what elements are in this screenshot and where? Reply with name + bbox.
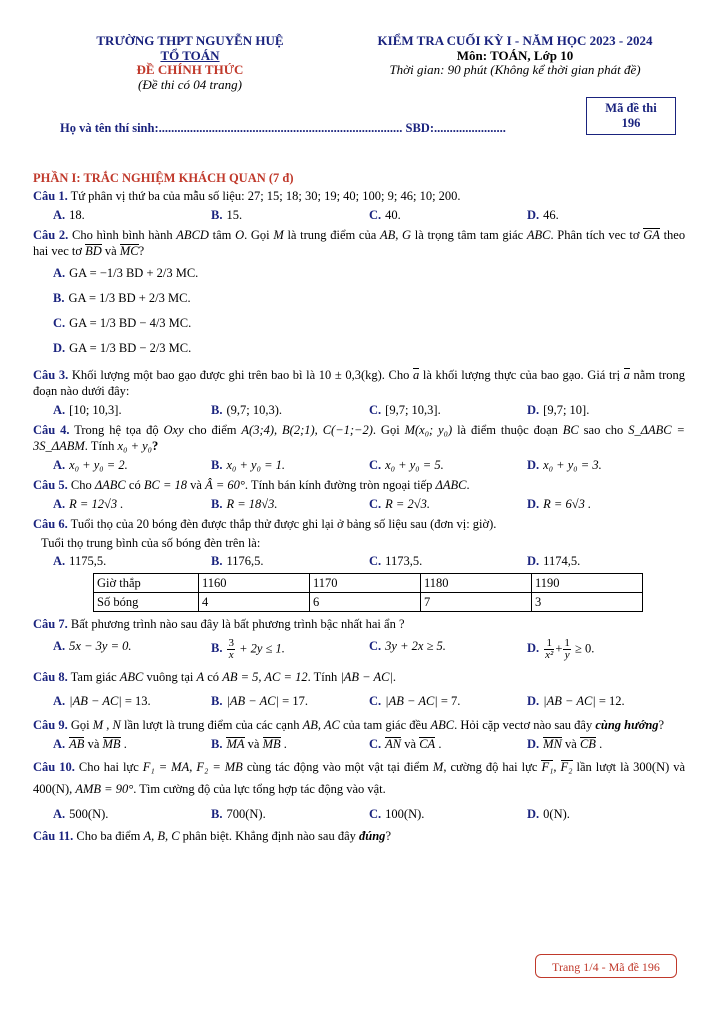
header-right — [345, 34, 685, 78]
page-footer: Trang 1/4 - Mã đề 196 — [535, 954, 677, 978]
question-10: Câu 10. Cho hai lực F₁ = MA, F₂ = MB cùng tác động vào một vật tại điểm M, cường độ hai lực F₁, F₂ lần lượt là 300(N) và 400(N), AMB = 90°. Tìm cường độ của lực tổng hợp tác động vào vật. — [33, 760, 686, 796]
option-d[interactable]: D. 0(N). — [527, 807, 570, 821]
question-6: Câu 6. Tuổi thọ của 20 bóng đèn được thắp thử được ghi lại ở bảng số liệu sau (đơn vị: giờ). — [33, 517, 497, 531]
header-left — [60, 34, 320, 92]
option-a[interactable]: A. R = 12√3 . — [53, 497, 124, 511]
student-info-line: Họ và tên thí sinh:.............................................................................. SBD:....................... — [60, 121, 506, 135]
option-a[interactable]: A. [10; 10,3]. — [53, 403, 122, 417]
option-a[interactable]: A. 5x − 3y = 0. — [53, 639, 132, 653]
table-cell: 4 — [199, 593, 310, 612]
table-cell: 7 — [421, 593, 532, 612]
option-c[interactable]: C. 1173,5. — [369, 554, 423, 568]
option-b[interactable]: B. (9,7; 10,3). — [211, 403, 283, 417]
question-text: Tứ phân vị thứ ba của mẫu số liệu: 27; 15; 18; 30; 19; 40; 100; 9; 46; 10; 200. — [70, 189, 461, 203]
option-b[interactable]: B. 15. — [211, 208, 243, 222]
table-cell: 6 — [310, 593, 421, 612]
option-a[interactable]: A. 500(N). — [53, 807, 109, 821]
option-c[interactable]: C. GA = 1/3 BD − 4/3 MC. — [53, 316, 192, 330]
option-d[interactable]: D. R = 6√3 . — [527, 497, 592, 511]
lifetime-table — [93, 573, 643, 612]
option-d[interactable]: D. x₀ + y₀ = 3. — [527, 458, 602, 472]
option-a[interactable]: A. 18. — [53, 208, 85, 222]
exam-code-value: 196 — [621, 116, 641, 130]
question-10-options — [33, 806, 685, 822]
option-b[interactable]: B. 700(N). — [211, 807, 266, 821]
option-c[interactable]: C. 100(N). — [369, 807, 425, 821]
question-2-options — [33, 262, 685, 362]
question-7-options — [33, 638, 685, 661]
school-name: TRƯỜNG THPT NGUYỄN HUỆ — [96, 33, 284, 48]
option-c[interactable]: C. AN và CA . — [369, 737, 442, 751]
option-c[interactable]: C. 3y + 2x ≥ 5. — [369, 639, 446, 653]
option-d[interactable]: D. |AB − AC| = 12. — [527, 694, 625, 708]
option-b[interactable]: B. MA và MB . — [211, 737, 287, 751]
question-8-options — [33, 693, 685, 709]
question-7: Câu 7. Bất phương trình nào sau đây là bất phương trình bậc nhất hai ẩn ? — [33, 617, 405, 631]
option-c[interactable]: C. R = 2√3. — [369, 497, 430, 511]
table-cell: 1160 — [199, 574, 310, 593]
question-1-options — [33, 207, 685, 223]
subject-line: Môn: TOÁN, Lớp 10 — [456, 47, 574, 63]
option-a[interactable]: A. x₀ + y₀ = 2. — [53, 458, 128, 472]
table-cell: Giờ thắp — [94, 574, 199, 593]
table-cell: 3 — [532, 593, 643, 612]
exam-code-label: Mã đề thi — [605, 101, 657, 115]
option-b[interactable]: B. 1176,5. — [211, 554, 264, 568]
option-a[interactable]: A. AB và MB . — [53, 737, 127, 751]
option-a[interactable]: A. 1175,5. — [53, 554, 107, 568]
question-2: Câu 2. Cho hình bình hành ABCD tâm O. Gọi M là trung điểm của AB, G là trọng tâm tam giác ABC. Phân tích vec tơ GA theo hai vec tơ BD và MC? — [33, 228, 686, 258]
exam-content — [33, 170, 685, 847]
option-d[interactable]: D. GA = 1/3 BD − 2/3 MC. — [53, 341, 192, 355]
option-c[interactable]: C. |AB − AC| = 7. — [369, 694, 461, 708]
pages-note: (Đề thi có 04 trang) — [138, 76, 242, 92]
exam-code-box — [586, 97, 676, 135]
question-1 — [33, 188, 685, 204]
table-row — [94, 574, 643, 593]
option-a[interactable]: A. |AB − AC| = 13. — [53, 694, 151, 708]
question-3-options — [33, 402, 685, 418]
option-b[interactable]: B. R = 18√3. — [211, 497, 278, 511]
option-b[interactable]: B. GA = 1/3 BD + 2/3 MC. — [53, 291, 191, 305]
option-d[interactable]: D. [9,7; 10]. — [527, 403, 590, 417]
question-5: Câu 5. Cho ΔABC có BC = 18 và Â = 60°. Tính bán kính đường tròn ngoại tiếp ΔABC. — [33, 478, 470, 492]
option-d[interactable]: D. MN và CB . — [527, 737, 603, 751]
option-d[interactable]: D. 1174,5. — [527, 554, 581, 568]
option-a[interactable]: A. GA = −1/3 BD + 2/3 MC. — [53, 266, 199, 280]
option-c[interactable]: C. 40. — [369, 208, 401, 222]
option-b[interactable]: B. x₀ + y₀ = 1. — [211, 458, 286, 472]
question-8: Câu 8. Tam giác ABC vuông tại A có AB = 5, AC = 12. Tính |AB − AC|. — [33, 670, 397, 684]
option-d[interactable]: D. $\frac{1}{\text{x²}}$ + $\frac{1}{y}$ ≥ 0. — [527, 637, 595, 661]
table-cell: Số bóng — [94, 593, 199, 612]
question-6-subtext: Tuổi thọ trung bình của số bóng đèn trên là: — [41, 536, 261, 550]
official-label: ĐỀ CHÍNH THỨC — [136, 62, 244, 77]
option-b[interactable]: B. |AB − AC| = 17. — [211, 694, 308, 708]
question-4-options — [33, 457, 685, 473]
question-9: Câu 9. Gọi M , N lần lượt là trung điểm của các cạnh AB, AC của tam giác đều ABC. Hỏi cặp vectơ nào sau đây cùng hướng? — [33, 718, 665, 732]
part1-title: PHẦN I: TRẮC NGHIỆM KHÁCH QUAN (7 đ) — [33, 171, 294, 185]
table-cell: 1190 — [532, 574, 643, 593]
table-cell: 1170 — [310, 574, 421, 593]
question-3: Câu 3. Khối lượng một bao gạo được ghi trên bao bì là 10 ± 0,3(kg). Cho a là khối lượng thực của bao gạo. Giá trị a nằm trong đoạn nào dưới đây: — [33, 368, 686, 398]
option-d[interactable]: D. 46. — [527, 208, 559, 222]
question-11: Câu 11. Cho ba điểm A, B, C phân biệt. Khẳng định nào sau đây đúng? — [33, 829, 391, 843]
option-b[interactable]: B. $\frac{3}{x}$ + 2y ≤ 1. — [211, 637, 285, 661]
time-note: Thời gian: 90 phút (Không kể thời gian phát đề) — [389, 62, 641, 77]
option-c[interactable]: C. [9,7; 10,3]. — [369, 403, 441, 417]
question-9-options — [33, 736, 685, 752]
question-number: Câu 1. — [33, 189, 68, 203]
question-5-options — [33, 496, 685, 512]
question-6-options — [33, 553, 685, 569]
question-4: Câu 4. Trong hệ tọa độ Oxy cho điểm A(3;4), B(2;1), C(−1;−2). Gọi M(x₀; y₀) là điểm thuộc đoạn BC sao cho S_ΔABC = 3S_ΔABM. Tính x₀ + y₀? — [33, 423, 685, 453]
option-c[interactable]: C. x₀ + y₀ = 5. — [369, 458, 444, 472]
table-cell: 1180 — [421, 574, 532, 593]
table-row — [94, 593, 643, 612]
exam-title: KIỂM TRA CUỐI KỲ I - NĂM HỌC 2023 - 2024 — [377, 33, 653, 48]
department-name: TỔ TOÁN — [160, 47, 220, 63]
